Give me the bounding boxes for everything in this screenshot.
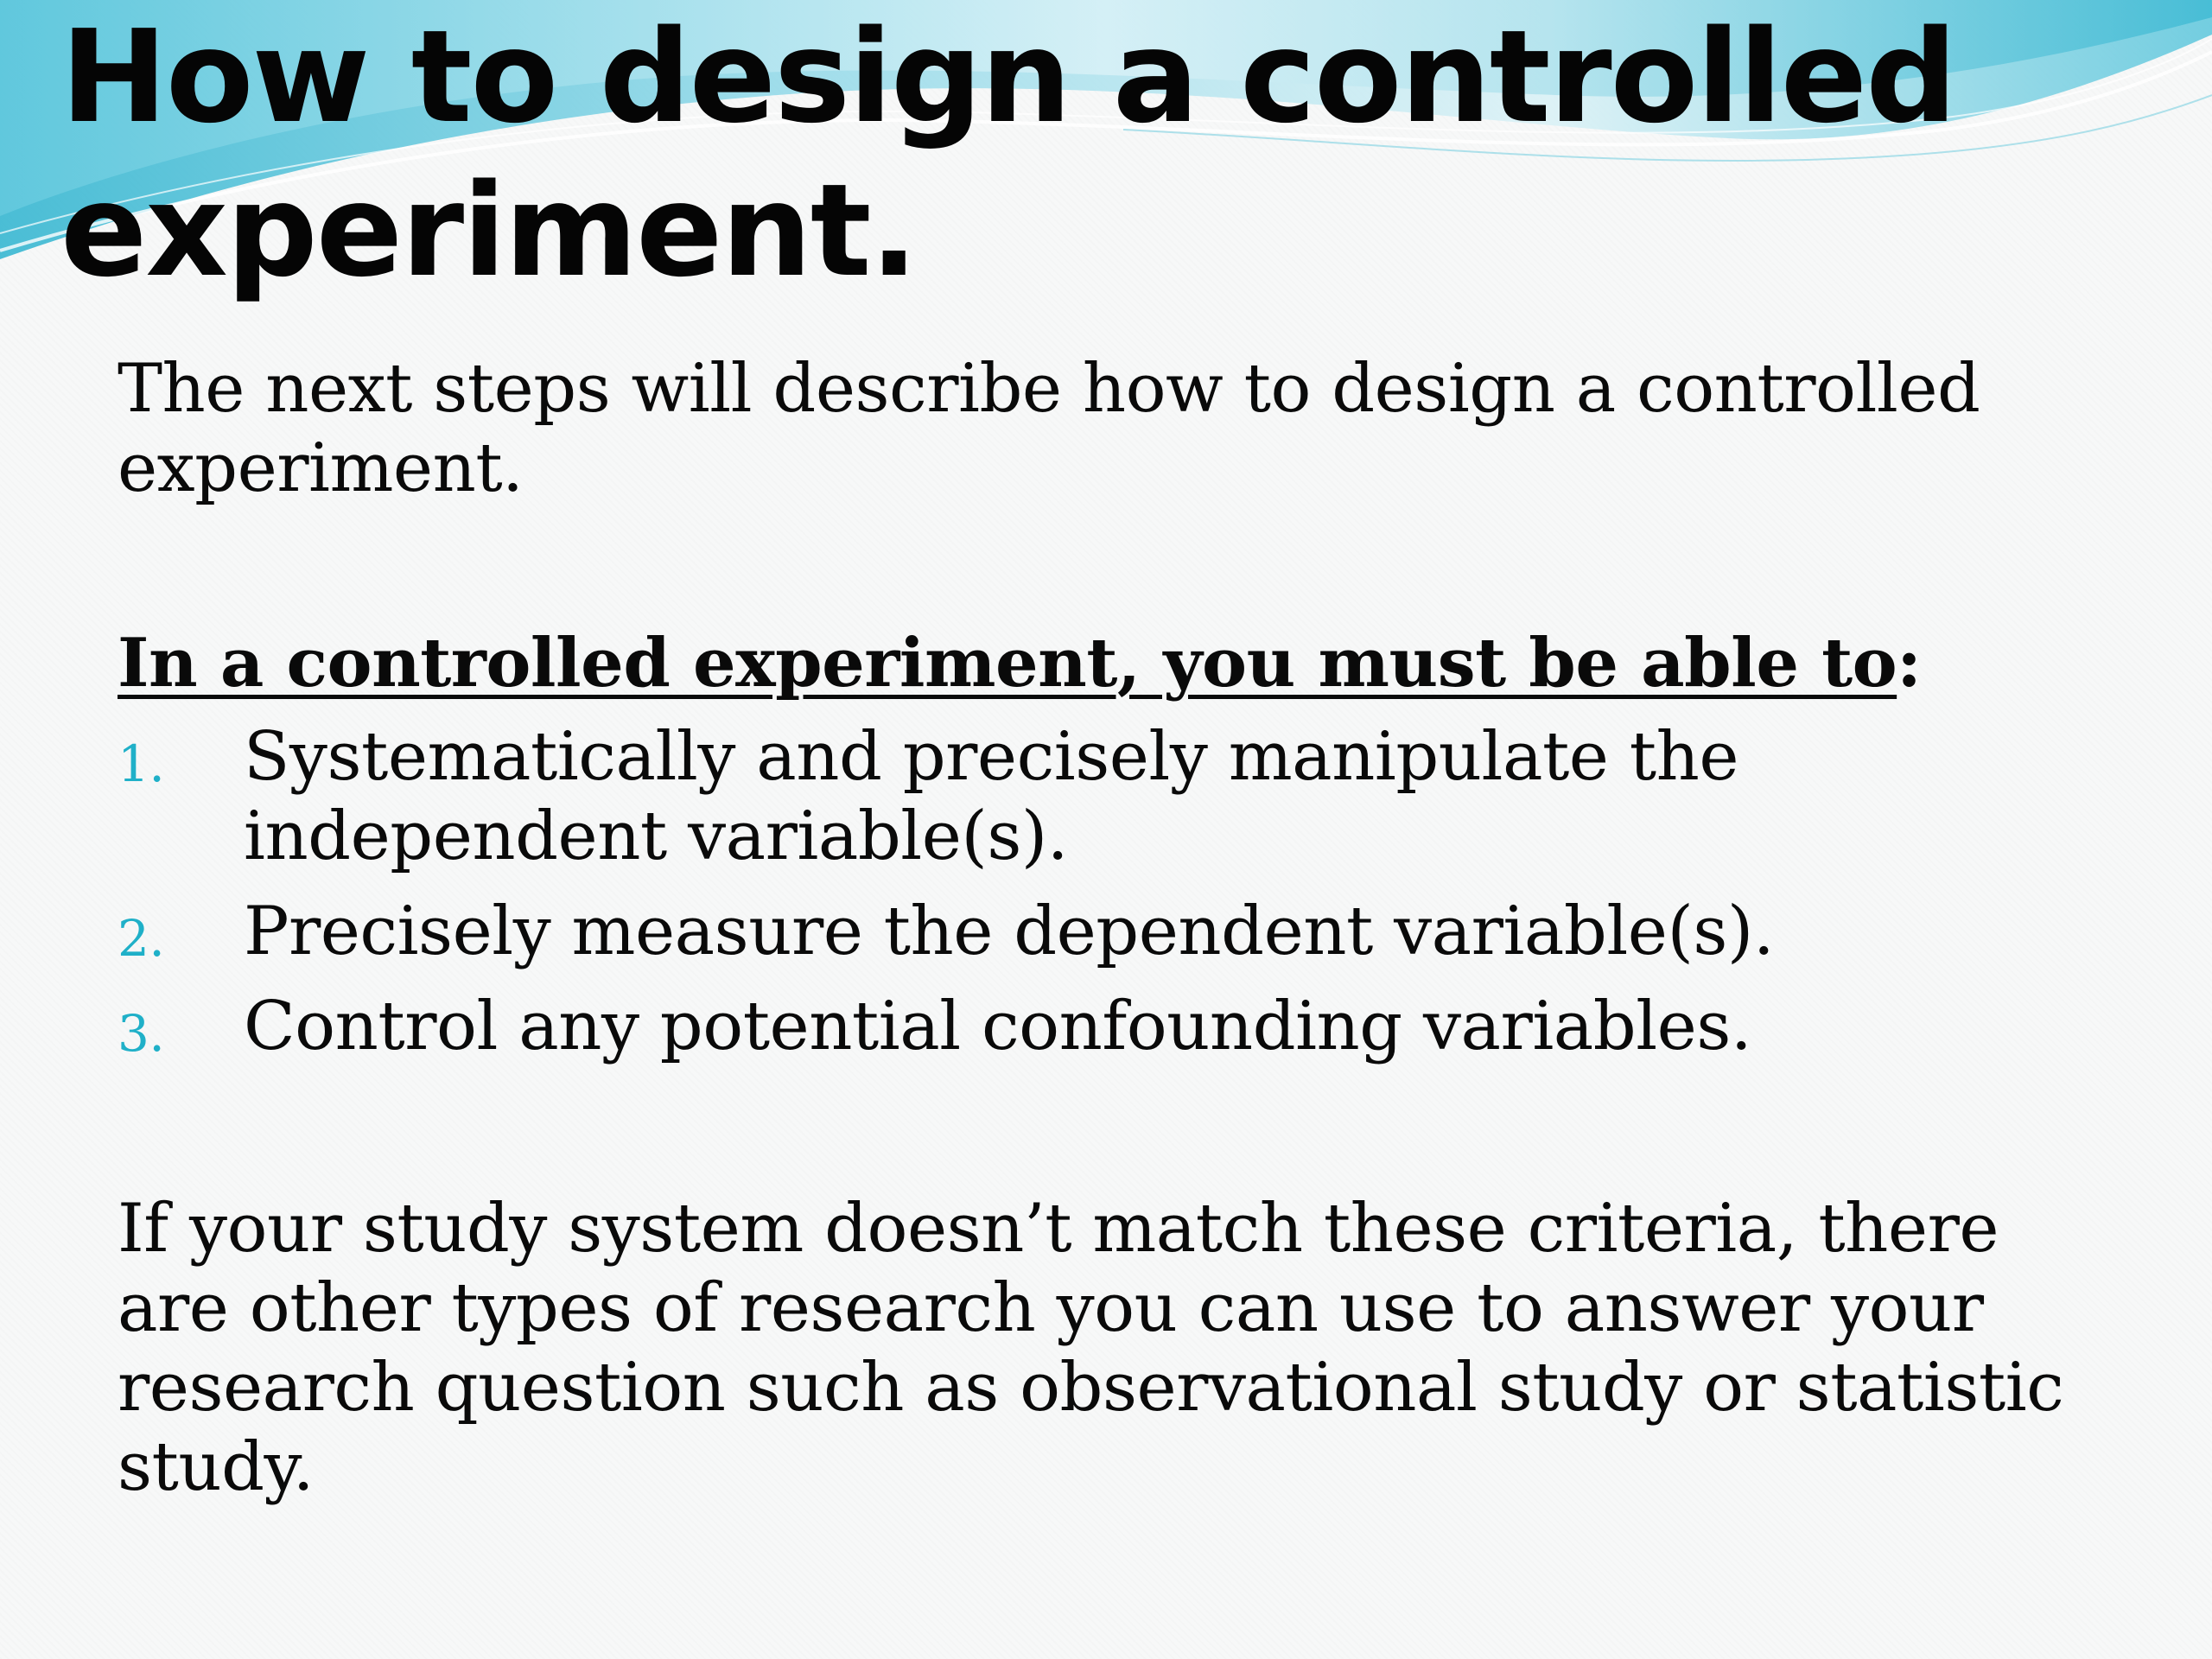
- list-item: [118, 717, 2131, 876]
- list-item-text: Precisely measure the dependent variable(s).: [244, 893, 1775, 970]
- closing-paragraph: If your study system doesn’t match these criteria, there are other types of research you can use to answer your research question such as observational study or statistic study.: [118, 1190, 2064, 1506]
- list-item-text: Control any potential confounding variables.: [244, 988, 1752, 1065]
- subheading: [118, 624, 2105, 703]
- list-item-number: 2.: [118, 909, 165, 968]
- list-item-number: 1.: [118, 734, 165, 793]
- list-item: [118, 892, 2131, 971]
- slide-title: How to design a controlled experiment.: [60, 3, 1956, 305]
- list-item-text: Systematically and precisely manipulate the independent variable(s).: [244, 718, 1738, 875]
- steps-list: [118, 717, 2131, 1082]
- list-item: [118, 987, 2131, 1066]
- subheading-underlined-text: In a controlled experiment, you must be able to: [118, 624, 1897, 702]
- intro-paragraph: The next steps will describe how to design a controlled experiment.: [118, 350, 1980, 507]
- list-item-number: 3.: [118, 1004, 165, 1063]
- subheading-suffix: :: [1897, 624, 1922, 702]
